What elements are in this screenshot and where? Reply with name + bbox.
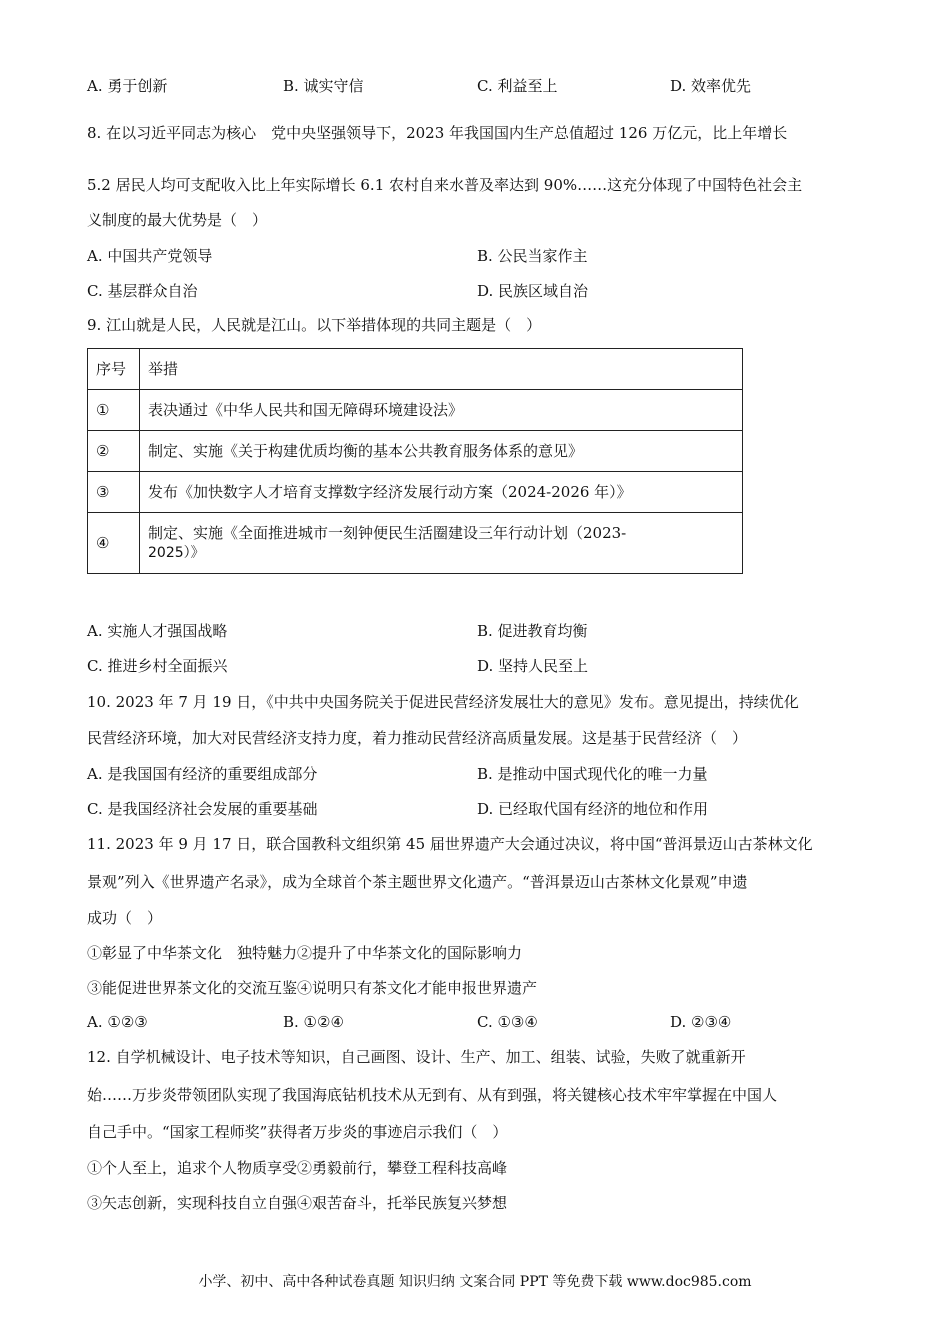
q8-option-b: B. 公民当家作主	[477, 247, 588, 265]
table-row	[88, 513, 743, 574]
page-footer: 小学、初中、高中各种试卷真题 知识归纳 文案合同 PPT 等免费下载 www.doc985.com	[198, 1274, 752, 1290]
q10-stem-line-1: 10. 2023 年 7 月 19 日，《中共中央国务院关于促进民营经济发展壮大的意见》发布。意见提出，持续优化	[87, 693, 799, 711]
q9-option-b: B. 促进教育均衡	[477, 622, 588, 640]
row-number: ③	[88, 472, 140, 513]
q11-options	[87, 1012, 867, 1032]
q8-options-row-1	[87, 246, 867, 266]
q9-options-row-2	[87, 656, 867, 676]
q9-option-d: D. 坚持人民至上	[477, 657, 589, 675]
q9-options-row-1	[87, 621, 867, 641]
row-measure: 发布《加快数字人才培育支撑数字经济发展行动方案（2024-2026 年）》	[140, 472, 743, 513]
q7-option-b: B. 诚实守信	[283, 77, 364, 95]
q8-stem-line-3: 义制度的最大优势是（ ）	[87, 211, 268, 229]
q11-option-b: B. ①②④	[283, 1013, 344, 1031]
q12-statement-1-2: ①个人至上，追求个人物质享受②勇毅前行，攀登工程科技高峰	[87, 1159, 508, 1177]
q12-statement-3-4: ③矢志创新，实现科技自立自强④艰苦奋斗，托举民族复兴梦想	[87, 1194, 508, 1212]
table-header-row	[88, 349, 743, 390]
row-number: ②	[88, 431, 140, 472]
q9-option-a: A. 实施人才强国战略	[87, 622, 228, 640]
row-number: ①	[88, 390, 140, 431]
row-measure-line-1: 制定、实施《全面推进城市一刻钟便民生活圈建设三年行动计划（2023-	[148, 524, 627, 542]
header-measure: 举措	[140, 349, 743, 390]
row-measure: 表决通过《中华人民共和国无障碍环境建设法》	[140, 390, 743, 431]
row-measure	[140, 513, 743, 574]
q9-option-c: C. 推进乡村全面振兴	[87, 657, 228, 675]
q12-stem-line-1: 12. 自学机械设计、电子技术等知识，自己画图、设计、生产、加工、组装、试验，失败了就重新开	[87, 1048, 746, 1066]
q11-option-c: C. ①③④	[477, 1013, 538, 1031]
q7-options	[87, 76, 867, 96]
q8-option-a: A. 中国共产党领导	[87, 247, 213, 265]
q8-stem-line-1: 8. 在以习近平同志为核心 党中央坚强领导下，2023 年我国国内生产总值超过 126 万亿元，比上年增长	[87, 124, 788, 142]
q10-stem-line-2: 民营经济环境，加大对民营经济支持力度，着力推动民营经济高质量发展。这是基于民营经济（ ）	[87, 729, 748, 747]
q12-stem-line-3: 自己手中。“国家工程师奖”获得者万步炎的事迹启示我们（ ）	[87, 1123, 508, 1141]
q7-option-d: D. 效率优先	[670, 77, 752, 95]
q7-option-c: C. 利益至上	[477, 77, 558, 95]
table-row	[88, 390, 743, 431]
q11-statement-3-4: ③能促进世界茶文化的交流互鉴④说明只有茶文化才能申报世界遗产	[87, 979, 538, 997]
q10-option-c: C. 是我国经济社会发展的重要基础	[87, 800, 318, 818]
q8-options-row-2	[87, 281, 867, 301]
q11-stem-line-3: 成功（ ）	[87, 909, 163, 927]
header-number: 序号	[88, 349, 140, 390]
row-measure-line-2: 2025）》	[148, 545, 205, 561]
row-number: ④	[88, 513, 140, 574]
q10-option-d: D. 已经取代国有经济的地位和作用	[477, 800, 709, 818]
q8-option-c: C. 基层群众自治	[87, 282, 198, 300]
q10-option-a: A. 是我国国有经济的重要组成部分	[87, 765, 318, 783]
q10-options-row-2	[87, 799, 867, 819]
q11-option-d: D. ②③④	[670, 1013, 732, 1031]
q11-option-a: A. ①②③	[87, 1013, 148, 1031]
row-measure: 制定、实施《关于构建优质均衡的基本公共教育服务体系的意见》	[140, 431, 743, 472]
q11-stem-line-2: 景观”列入《世界遗产名录》，成为全球首个茶主题世界文化遗产。“普洱景迈山古茶林文化景观”申遗	[87, 873, 748, 891]
q8-stem-line-2: 5.2 居民人均可支配收入比上年实际增长 6.1 农村自来水普及率达到 90%……这充分体现了中国特色社会主	[87, 176, 803, 194]
q9-stem: 9. 江山就是人民，人民就是江山。以下举措体现的共同主题是（ ）	[87, 316, 542, 334]
q10-options-row-1	[87, 764, 867, 784]
table-row	[88, 472, 743, 513]
q11-stem-line-1: 11. 2023 年 9 月 17 日，联合国教科文组织第 45 届世界遗产大会通过决议，将中国“普洱景迈山古茶林文化	[87, 835, 813, 853]
table-row	[88, 431, 743, 472]
q12-stem-line-2: 始……万步炎带领团队实现了我国海底钻机技术从无到有、从有到强，将关键核心技术牢牢掌握在中国人	[87, 1086, 778, 1104]
q8-option-d: D. 民族区域自治	[477, 282, 589, 300]
q10-option-b: B. 是推动中国式现代化的唯一力量	[477, 765, 708, 783]
q7-option-a: A. 勇于创新	[87, 77, 168, 95]
q9-measures-table	[87, 348, 743, 574]
q11-statement-1-2: ①彰显了中华茶文化 独特魅力②提升了中华茶文化的国际影响力	[87, 944, 523, 962]
